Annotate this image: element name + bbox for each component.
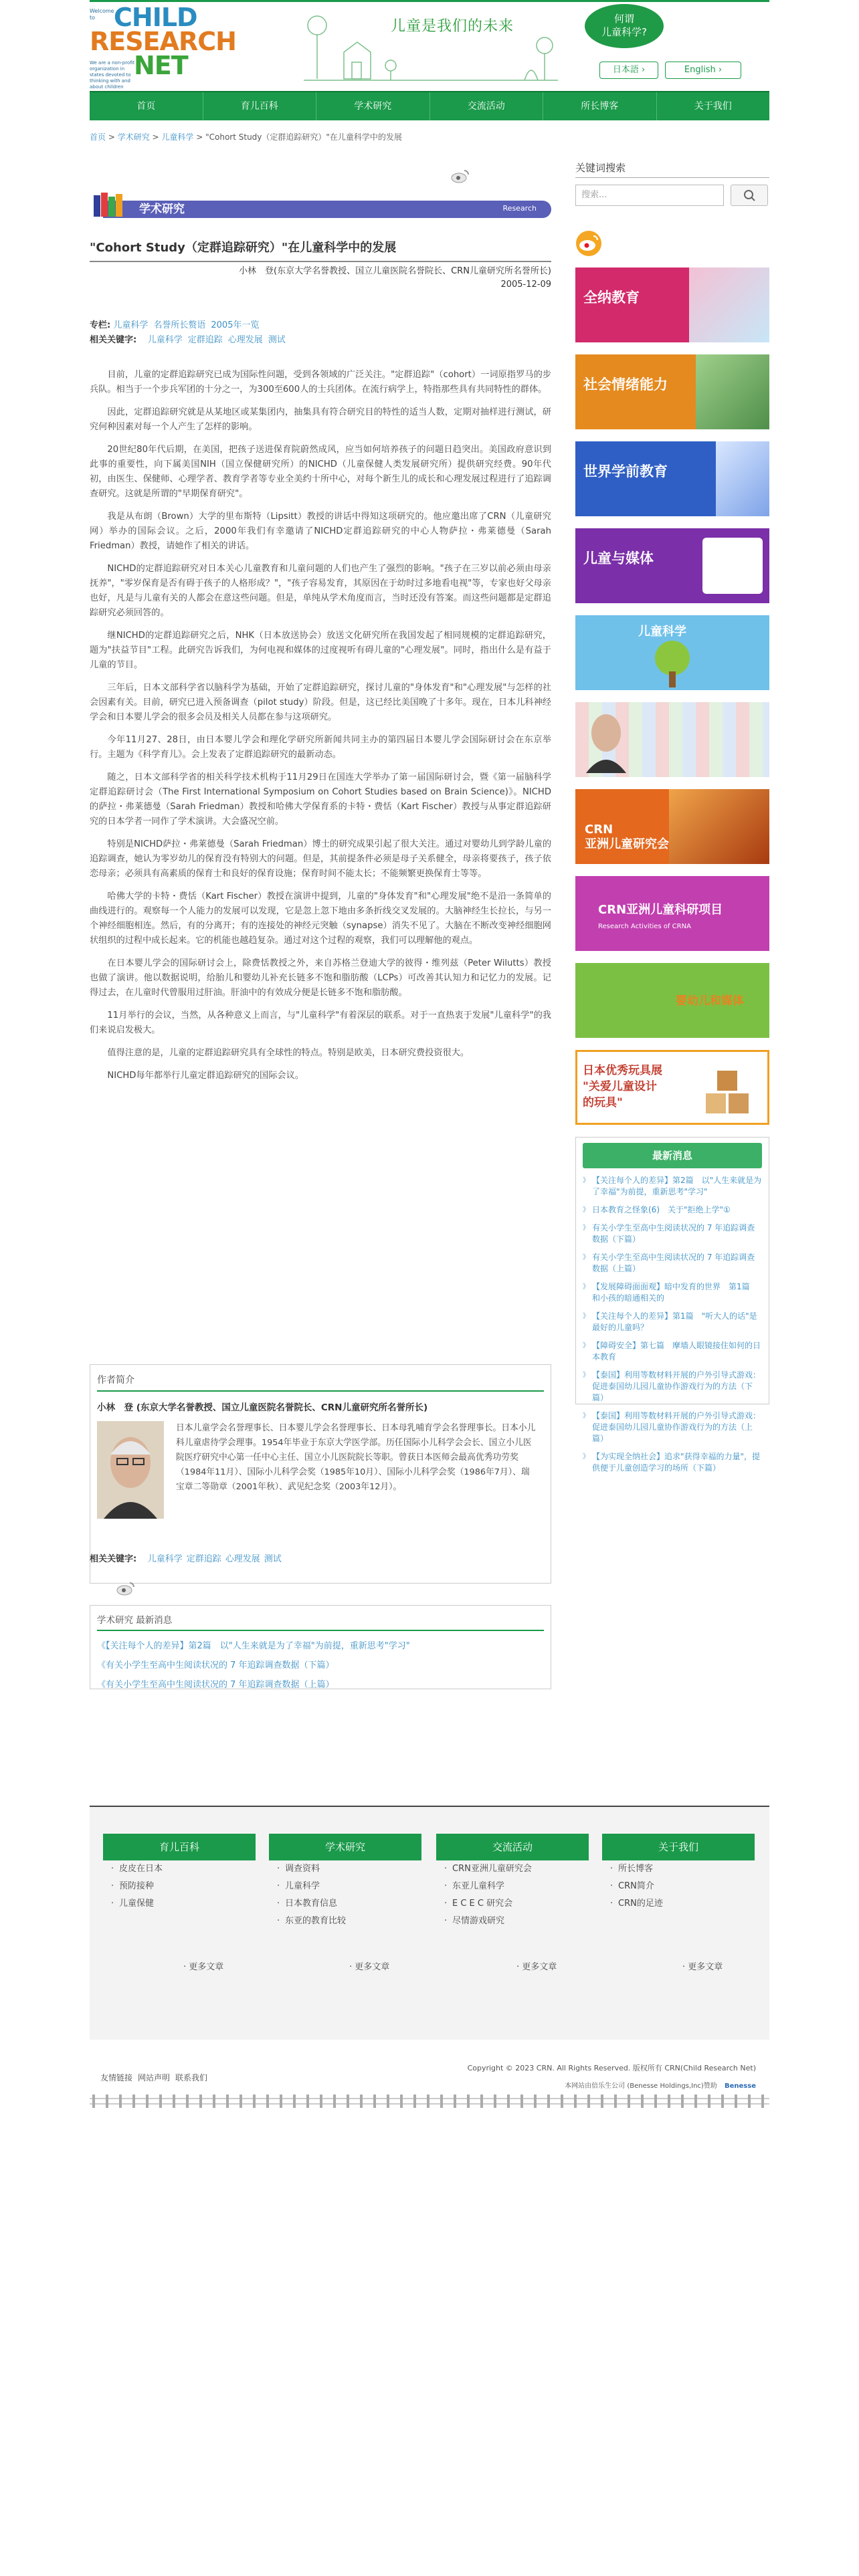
news-item[interactable]: 》 日本教育之怪象(6) 关于"拒绝上学"①: [583, 1204, 762, 1216]
footer-link[interactable]: · 儿童保健: [103, 1895, 256, 1913]
keyword-link[interactable]: 儿童科学: [147, 335, 183, 345]
paragraph: NICHD的定群追踪研究对日本关心儿童教育和儿童问题的人们也产生了强烈的影响。"孩子在三岁以前必须由母亲抚养"，"零岁保育是否有碍于孩子的人格形成？"，"孩子容易发育，其原因在于幼时过多地看电视"等，专家也好父母亲也好，凡是与儿童有关的人都会在意这些问题。但是，单纯从学术角度而言，当时还没有答案。而这些问题都是定群追踪研究必须回答的。: [90, 564, 551, 618]
banner-label: 儿童与媒体: [583, 550, 654, 566]
footer-links: [100, 2072, 213, 2083]
paragraph: 我是从布朗（Brown）大学的里布斯特（Lipsitt）教授的讲话中得知这项研究的。他应邀出席了CRN（儿童研究网）举办的国际会议。之后，2000年我们有幸邀请了NICHD定群追踪研究的中心人物萨拉・弗莱德曼（Sarah Friedman）教授，请她作了相关的讲话。: [90, 512, 551, 551]
paragraph: NICHD每年都举行儿童定群追踪研究的国际会议。: [107, 1071, 304, 1081]
banner-label: CRN亚洲儿童科研项目: [598, 903, 723, 917]
footer-link[interactable]: · 调查资料: [269, 1860, 421, 1878]
footer-col-about: [602, 1834, 755, 1913]
profile-divider: [97, 1390, 544, 1392]
footer-col-parenting: [103, 1834, 256, 1913]
footer-more-link[interactable]: · 更多文章: [349, 1959, 389, 1972]
article-body: [90, 368, 551, 1091]
profile-heading: 作者简介: [97, 1375, 134, 1386]
article-meta: [90, 318, 291, 348]
nav-item-events[interactable]: 交流活动: [430, 92, 544, 120]
article-title: "Cohort Study（定群追踪研究）"在儿童科学中的发展: [90, 238, 551, 262]
footer-link[interactable]: · CRN的足迹: [602, 1895, 755, 1913]
news-item[interactable]: 》 【泰国】利用等数材料开展的户外引导式游戏：促进泰国幼儿园儿童协作游戏行为的方法（上篇）: [583, 1410, 762, 1444]
what-is-child-science-bubble[interactable]: [585, 4, 664, 48]
keyword-link[interactable]: 儿童科学: [147, 1554, 183, 1564]
banner-child-science[interactable]: [575, 615, 769, 690]
latest-item[interactable]: 《 有关小学生至高中生阅读状况的 7 年追踪调查数据（上篇）: [97, 1675, 544, 1695]
breadcrumb-home[interactable]: 首页: [90, 132, 106, 142]
weibo-share-icon[interactable]: [451, 169, 470, 183]
weibo-share-icon[interactable]: [116, 1581, 135, 1596]
footer-link[interactable]: · 预防接种: [103, 1878, 256, 1895]
banner-label: CRN 亚洲儿童研究会: [585, 823, 669, 851]
keyword-search-heading: 关键词搜索: [575, 160, 769, 178]
footer-link[interactable]: · CRN简介: [602, 1878, 755, 1895]
search-input[interactable]: 搜索...: [575, 185, 724, 206]
nav-item-research[interactable]: 学术研究: [316, 92, 430, 120]
news-item[interactable]: 》 有关小学生至高中生阅读状况的 7 年追踪调查数据（上篇）: [583, 1252, 762, 1275]
latest-item[interactable]: 《 【关注每个人的差异】第2篇 以"人生来就是为了幸福"为前提，重新思考"学习": [97, 1636, 544, 1656]
tree-icon: [636, 638, 709, 689]
breadcrumb: [90, 131, 402, 142]
main-nav: [90, 91, 769, 120]
column-link[interactable]: 2005年一览: [211, 320, 260, 330]
news-heading: 最新消息: [583, 1143, 762, 1168]
friend-links[interactable]: 友情链接: [100, 2073, 133, 2082]
breadcrumb-sep: >: [149, 132, 162, 142]
paragraph: 三年后，日本文部科学省以脑科学为基础，开始了定群追踪研究，探讨儿童的"身体发育"和"心理发展"与怎样的社会因素有关。目前，研究已进入预备调查（pilot study）阶段。但是，这已经比美国晚了十多年。现在，日本儿科神经学会和日本婴儿学会的很多会员及相关人员都在参与这项研究。: [90, 683, 551, 722]
footer-col-heading[interactable]: 育儿百科: [103, 1834, 256, 1860]
section-header: [90, 191, 551, 219]
footer-col-research: [269, 1834, 421, 1930]
logo-word-child: CHILD: [114, 3, 197, 32]
banner-toy-awards[interactable]: [575, 1050, 769, 1125]
column-link[interactable]: 名誉所长赘语: [153, 320, 206, 330]
page: [90, 0, 769, 2576]
paragraph: 在日本婴儿学会的国际研讨会上，除费恬教授之外，来自苏格兰登迪大学的彼得・维列兹（Peter Wilutts）教授也做了演讲。他以数据说明，给胎儿和婴幼儿补充长链多不饱和脂肪酸（LCPs）可改善其认知力和记忆力的发展。记得过去，在儿童时代曾服用过肝油。肝油中的有效成分便是长链多不饱和脂肪酸。: [90, 958, 551, 998]
news-item[interactable]: 》 【障碍安全】第七篇 摩墙人眼镜接住如何的日本教育: [583, 1340, 762, 1363]
footer-more-link[interactable]: · 更多文章: [183, 1959, 223, 1972]
logo-word-net: NET: [134, 51, 188, 80]
banner-inclusive-education[interactable]: [575, 267, 769, 342]
bubble-text: 何谓 儿童科学?: [601, 13, 647, 38]
keyword-link[interactable]: 测试: [264, 1554, 282, 1564]
banner-label: 世界学前教育: [583, 463, 668, 479]
news-item[interactable]: 》 有关小学生至高中生阅读状况的 7 年追踪调查数据（下篇）: [583, 1222, 762, 1245]
banner-photo: [669, 789, 769, 864]
nav-item-parenting[interactable]: 育儿百科: [203, 92, 317, 120]
news-item[interactable]: 》 【关注每个人的差异】第2篇 以"人生来就是为了幸福"为前提，重新思考"学习": [583, 1175, 762, 1198]
footer-col-events: [436, 1834, 589, 1930]
bottom-keywords: [90, 1551, 286, 1564]
banner-photo: [716, 441, 769, 516]
banner-director-blog[interactable]: [575, 702, 769, 777]
footer-link[interactable]: · 日本教育信息: [269, 1895, 421, 1913]
banner-infants-media[interactable]: [575, 963, 769, 1038]
site-logo[interactable]: [90, 3, 244, 90]
banner-photo: [702, 538, 763, 594]
copyright: Copyright © 2023 CRN. All Rights Reserved. 版权所有 CRN(Child Research Net): [467, 2064, 756, 2072]
paragraph: 哈佛大学的卡特・费恬（Kart Fischer）教授在演讲中提到，儿童的"身体发育"和"心理发展"绝不是沿一条简单的曲线进行的。观察每一个人能力的发展可以发现，它是忽上忽下地由多条折线交叉发展的。大脑神经生长拉长，与另一个神经细胞相连。然后，有的分离开；有的连接处的神经元突触（synapse）消失不见了。大脑在不断改变神经细胞网状组织的过程中成长起来。它的机能也越趋复杂。通过对这个过程的观察，我们可以理解他的观点。: [90, 891, 551, 946]
footer-link[interactable]: · 儿童科学: [269, 1878, 421, 1895]
banner-sublabel: Research Activities of CRNA: [598, 923, 691, 930]
banner-photo: [696, 354, 769, 429]
footer-link[interactable]: · 皮皮在日本: [103, 1860, 256, 1878]
banner-photo: [689, 267, 769, 342]
banner-world-preschool[interactable]: [575, 441, 769, 516]
column-link[interactable]: 儿童科学: [113, 320, 149, 330]
sidebar: [575, 160, 769, 1473]
banner-children-media[interactable]: [575, 528, 769, 603]
author-photo: [97, 1421, 164, 1519]
toy-blocks-icon: [699, 1056, 763, 1120]
breadcrumb-sep: >: [193, 132, 206, 142]
banner-crn-asia-project[interactable]: [575, 876, 769, 951]
banner-label: 婴幼儿和媒体: [676, 994, 744, 1008]
site-statement[interactable]: 网站声明: [138, 2073, 171, 2082]
footer-more-link[interactable]: · 更多文章: [682, 1959, 723, 1972]
banner-label: 日本优秀玩具展 "关爱儿童设计 的玩具": [583, 1064, 662, 1109]
keyword-link[interactable]: 心理发展: [227, 335, 263, 345]
books-icon: [92, 191, 130, 218]
banner-label: 全纳教育: [583, 290, 640, 306]
sponsor-text: 本网站由倍乐生公司 (Benesse Holdings,Inc)赞助: [565, 2082, 717, 2090]
article-date: 2005-12-09: [500, 280, 551, 290]
banner-crn-asia-society[interactable]: [575, 789, 769, 864]
contact-us[interactable]: 联系我们: [175, 2073, 208, 2082]
nav-item-about[interactable]: 关于我们: [694, 101, 732, 112]
banner-label: 社会情绪能力: [583, 377, 668, 393]
footer: [90, 1806, 769, 2040]
paragraph: 继NICHD的定群追踪研究之后，NHK（日本放送协会）放送文化研究所在我国发起了相同规模的定群追踪研究，题为"扶益节目"工程。此研究告诉我们，为何电视和媒体的过度视听有碍儿童的"心理发展"。同时，指出什么是有益于儿童的节目。: [90, 631, 551, 670]
footer-link[interactable]: · 东亚儿童科学: [436, 1878, 589, 1895]
benesse-logo[interactable]: Benesse: [725, 2082, 756, 2090]
banner-social-emotional[interactable]: [575, 354, 769, 429]
breadcrumb-sep: >: [106, 132, 118, 142]
latest-heading: 学术研究 最新消息: [97, 1612, 544, 1631]
paragraph: 因此，定群追踪研究就是从某地区或某集团内，抽集具有符合研究目的特性的适当人数，定期对抽样进行测试，研究何种因素对每一个人产生了怎样的影响。: [90, 407, 551, 432]
footer-more-link[interactable]: · 更多文章: [516, 1959, 557, 1972]
news-item[interactable]: 》 【关注每个人的差异】第1篇 "听大人的话"是最好的儿童吗？: [583, 1311, 762, 1333]
logo-tagline: We are a non-profit organization in states devoted to thinking with and about children: [90, 60, 135, 90]
paragraph: 11月举行的会议，当然，从各种意义上而言，与"儿童科学"有着深层的联系。对于一直热衷于发展"儿童科学"的我们来说启发极大。: [90, 1010, 551, 1035]
section-en-label: Research: [502, 204, 537, 213]
paragraph: 随之，日本文部科学省的相关科学技术机构于11月29日在国连大学举办了第一届国际研讨会，暨《第一届脑科学定群追踪研讨会（The First International Symposium on Cohort Studies based on Brain Science)》。NICHD的萨拉・弗莱德曼（Sarah Friedman）教授和哈佛大学保育系的卡特・费恬（Kart Fischer）教授与从事定群追踪研究的日本学者一同作了学术演讲。大会盛况空前。: [90, 772, 551, 827]
footer-link[interactable]: · 所长博客: [602, 1860, 755, 1878]
lang-japanese-button[interactable]: 日本語 ›: [599, 62, 658, 79]
paragraph: 值得注意的是，儿童的定群追踪研究具有全球性的特点。特别是欧美，日本研究费投资很大。: [107, 1048, 470, 1058]
profile-text: 日本儿童学会名誉理事长、日本婴儿学会名誉理事长、日本母乳哺育学会名誉理事长。日本小儿科儿童虐待学会理事。1954年毕业于东京大学医学部。历任国际小儿科学会会长、国立小儿医院医疗研究中心第一任中心主任、国立小儿医院院长等职。曾获日本医师会最高优秀功劳奖（1984年11月）、国际小儿科学会奖（1985年10月）、国际小儿科学会奖（1986年7月）、瑞宝章二等勋章（2001年秋）、武见纪念奖（2003年12月）。: [176, 1423, 536, 1492]
footer-link[interactable]: · CRN亚洲儿童研究会: [436, 1860, 589, 1878]
logo-word-research: RESEARCH: [90, 27, 236, 56]
news-item[interactable]: 》 【为实现全纳社会】追求"获得幸福的力量"，提供便于儿童创造学习的场所（下篇）: [583, 1451, 762, 1474]
column-label: 专栏:: [90, 320, 111, 330]
search-button[interactable]: [731, 185, 768, 206]
weibo-icon[interactable]: [575, 230, 602, 257]
news-item[interactable]: 》 【发展障碍面面观】暗中发育的世界 第1篇 和小孩的暗通相关的: [583, 1281, 762, 1304]
breadcrumb-research[interactable]: 学术研究: [117, 132, 150, 142]
header-slogan: 儿童是我们的未来: [391, 18, 514, 35]
top-line: [90, 0, 769, 2]
footer-link[interactable]: · 尽情游戏研究: [436, 1913, 589, 1930]
nav-item-home[interactable]: 首页: [90, 92, 203, 120]
footer-col-heading[interactable]: 关于我们: [602, 1834, 755, 1860]
news-item[interactable]: 》 【泰国】利用等数材料开展的户外引导式游戏：促进泰国幼儿园儿童协作游戏行为的方法（下篇）: [583, 1370, 762, 1404]
keyword-link[interactable]: 测试: [268, 335, 286, 345]
profile-name: 小林 登 (东京大学名誉教授、国立儿童医院名誉院长、CRN儿童研究所名誉所长): [97, 1402, 428, 1413]
paragraph: 特别是NICHD萨拉・弗莱德曼（Sarah Friedman）博士的研究成果引起了很大关注。通过对婴幼儿到学龄儿童的追踪调查，她认为零岁幼儿的保育没有特别大的问题。但是，其前提条件必须是母子关系健全，母亲将要孩子，孩子依恋母亲；必须具有高素质的保育士和良好的保育设施；保育时间不能太长；不能频繁更换保育士等等。: [90, 839, 551, 879]
lang-english-button[interactable]: English ›: [665, 62, 741, 79]
keyword-link[interactable]: 定群追踪: [187, 335, 223, 345]
breadcrumb-current: "Cohort Study（定群追踪研究）"在儿童科学中的发展: [205, 132, 402, 142]
article-author: 小林 登(东京大学名誉教授、国立儿童医院名誉院长、CRN儿童研究所名誉所长): [239, 266, 551, 276]
keyword-label: 相关关键字:: [90, 335, 137, 345]
section-title: 学术研究: [139, 203, 185, 216]
footer-link[interactable]: · E C E C 研究会: [436, 1895, 589, 1913]
breadcrumb-child-science[interactable]: 儿童科学: [161, 132, 194, 142]
logo-welcome: Welcome to: [90, 8, 114, 21]
footer-fence-decoration: [90, 2093, 769, 2108]
latest-research: [90, 1605, 551, 1689]
latest-item[interactable]: 《 有关小学生至高中生阅读状况的 7 年追踪调查数据（下篇）: [97, 1656, 544, 1675]
search-icon: [731, 185, 769, 207]
paragraph: 20世纪80年代后期，在美国，把孩子送进保育院蔚然成风，应当如何培养孩子的问题日趋突出。美国政府意识到此事的重要性，向下属美国NIH（国立保健研究所）的NICHD（儿童保健人类发展研究所）提供研究经费。90年代初，由医生、保健师、心理学者、教育学者等专业全美约十所中心，对每个新生儿的成长和心理发展过程进行了追踪调查研究。这就是所谓的"早期保育研究"。: [90, 445, 551, 499]
author-profile: [90, 1364, 551, 1584]
footer-link[interactable]: · 东亚的教育比较: [269, 1913, 421, 1930]
paragraph: 今年11月27、28日，由日本婴儿学会和理化学研究所新闻共同主办的第四届日本婴儿学会国际研讨会在东京举行。主题为《科学育儿》。会上发表了定群追踪研究的最新动态。: [90, 735, 551, 760]
director-portrait: [579, 706, 633, 773]
banner-label: 儿童科学: [638, 625, 686, 639]
keyword-link[interactable]: 定群追踪: [186, 1554, 221, 1564]
nav-item-blog[interactable]: 所长博客: [543, 92, 657, 120]
sponsor-line: [565, 2080, 756, 2090]
latest-news: [575, 1137, 769, 1473]
footer-col-heading[interactable]: 学术研究: [269, 1834, 421, 1860]
keyword-link[interactable]: 心理发展: [225, 1554, 260, 1564]
keyword-label: 相关关键字:: [90, 1554, 137, 1564]
footer-col-heading[interactable]: 交流活动: [436, 1834, 589, 1860]
paragraph: 目前，儿童的定群追踪研究已成为国际性问题，受到各领域的广泛关注。"定群追踪"（cohort）一词原指罗马的步兵队。相当于一个步兵军团的十分之一，为300至600人的士兵团体。在流行病学上，特指那些具有共同特性的群体。: [90, 370, 551, 395]
